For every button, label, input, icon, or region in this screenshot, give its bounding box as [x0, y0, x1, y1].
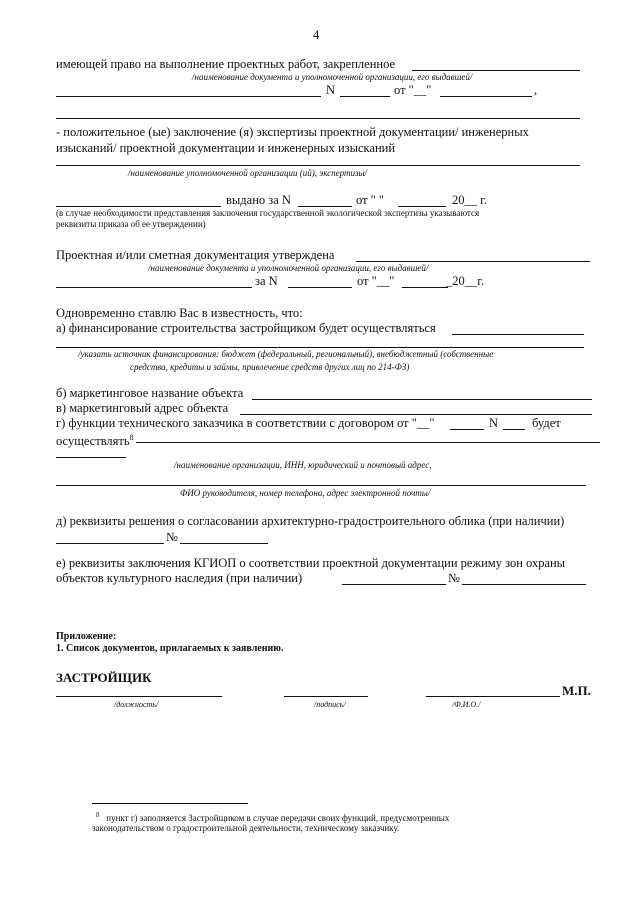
- p5-g1: г) функции технического заказчика в соответствии с договором от "__": [56, 416, 435, 430]
- p3-ot: от "__": [357, 274, 395, 288]
- footnote-mark: 8: [96, 811, 100, 819]
- signature-heading: ЗАСТРОЙЩИК: [56, 670, 152, 685]
- p1-field-2[interactable]: [56, 96, 321, 97]
- p3-za: за N: [255, 274, 278, 288]
- p1-comma: ,: [534, 83, 538, 97]
- signature-label: /подпись/: [314, 700, 346, 709]
- p2-line2: изысканий/ проектной документации и инженерных изысканий: [56, 141, 396, 155]
- p5-g-number-field[interactable]: [503, 429, 525, 430]
- attachment-item1: 1. Список документов, прилагаемых к заявлению.: [56, 643, 284, 654]
- p5-note2: ФИО руководителя, номер телефона, адрес электронной почты/: [180, 488, 431, 498]
- p1-field-1[interactable]: [412, 70, 580, 71]
- stamp-label: М.П.: [562, 683, 591, 698]
- p7-e1: е) реквизиты заключения КГИОП о соответствии проектной документации режиму зон охраны: [56, 556, 566, 570]
- p2-number-field[interactable]: [298, 206, 352, 207]
- p2-issued: выдано за N: [226, 193, 291, 207]
- footnote-line2: законодательством о градостроительной деятельности, техническому заказчику.: [92, 823, 400, 833]
- p3-note1: /наименование документа и уполномоченной организации, его выдавшей/: [148, 263, 429, 273]
- p5-g-will: будет: [532, 416, 561, 430]
- p4-a: а) финансирование строительства застройщиком будет осуществляться: [56, 321, 436, 335]
- signature-field[interactable]: [284, 696, 368, 697]
- p4-field-2[interactable]: [56, 347, 584, 348]
- p4-note1: /указать источник финансирования: бюджет (федеральный, региональный), внебюджетный (собственные: [78, 349, 494, 359]
- p3-date-field[interactable]: [402, 287, 448, 288]
- position-field[interactable]: [56, 696, 222, 697]
- p5-v: в) маркетинговый адрес объекта: [56, 401, 229, 415]
- p2-note3: реквизиты приказа об ее утверждении): [56, 219, 206, 229]
- p1-date-field[interactable]: [440, 96, 532, 97]
- p6-d-no: №: [166, 530, 178, 544]
- p1-number-field[interactable]: [340, 96, 390, 97]
- position-label: /должность/: [114, 700, 159, 709]
- p5-footnote-mark: 8: [129, 433, 134, 442]
- page-number: 4: [313, 28, 320, 42]
- p6-d-field-1[interactable]: [56, 543, 164, 544]
- p5-b-field[interactable]: [252, 399, 592, 400]
- p5-g2-text: осуществлять: [56, 434, 130, 449]
- p5-note1: /наименование организации, ИНН, юридический и почтовый адрес,: [174, 460, 432, 470]
- p2-note1: /наименование уполномоченной организации (ий), экспертизы/: [128, 168, 368, 178]
- footnote-line1: [96, 810, 449, 824]
- p3-line1: Проектная и/или сметная документация утверждена: [56, 248, 335, 262]
- p4-note2: средства, кредиты и займы, привлечение средств других лиц по 214-ФЗ): [130, 362, 410, 372]
- p7-e-field-2[interactable]: [462, 584, 586, 585]
- p2-note2: (в случае необходимости представления заключения государственной экологической экспертизы указываются: [56, 208, 480, 218]
- footnote-separator: [92, 803, 248, 804]
- p2-field-2[interactable]: [56, 206, 221, 207]
- p1-field-3[interactable]: [56, 118, 580, 119]
- p1-n-label: N: [326, 83, 336, 97]
- fio-field[interactable]: [426, 696, 560, 697]
- p6-d: д) реквизиты решения о согласовании архитектурно-градостроительного облика (при наличии): [56, 514, 565, 528]
- p5-g-n: N: [489, 416, 499, 430]
- p5-b: б) маркетинговое название объекта: [56, 386, 244, 400]
- p7-e-no: №: [448, 571, 460, 585]
- p3-number-field[interactable]: [288, 287, 352, 288]
- p7-e2: объектов культурного наследия (при наличии): [56, 571, 303, 585]
- p6-d-field-2[interactable]: [180, 543, 268, 544]
- p7-e-field-1[interactable]: [342, 584, 446, 585]
- p2-year: 20__ г.: [452, 193, 487, 207]
- p1-line1: имеющей право на выполнение проектных работ, закрепленное: [56, 57, 396, 71]
- p2-date-field[interactable]: [398, 206, 446, 207]
- p4-line1: Одновременно ставлю Вас в известность, что:: [56, 306, 303, 320]
- p5-g-field-3[interactable]: [56, 485, 586, 486]
- p5-g-field-1[interactable]: [136, 442, 600, 443]
- p5-g-date-field[interactable]: [450, 429, 484, 430]
- p1-ot-label: от "__": [394, 83, 432, 97]
- p2-field-1[interactable]: [56, 165, 580, 166]
- fio-label: /Ф.И.О./: [452, 700, 481, 709]
- p3-field-1[interactable]: [356, 261, 590, 262]
- p5-v-field[interactable]: [240, 414, 592, 415]
- p1-note1: /наименование документа и уполномоченной организации, его выдавшей/: [192, 72, 473, 82]
- p2-line1: - положительное (ые) заключение (я) экспертизы проектной документации/ инженерных: [56, 125, 529, 139]
- attachment-title: Приложение:: [56, 631, 117, 642]
- p4-a-field[interactable]: [452, 334, 584, 335]
- p5-g2: [56, 430, 134, 449]
- p3-field-2[interactable]: [56, 287, 252, 288]
- footnote-line1-text: пункт г) заполняется Застройщиком в случае передачи своих функций, предусмотренных: [106, 813, 450, 823]
- p2-ot: от " ": [356, 193, 385, 207]
- p5-g-field-2[interactable]: [56, 457, 126, 458]
- p3-year: _20__г.: [446, 274, 485, 288]
